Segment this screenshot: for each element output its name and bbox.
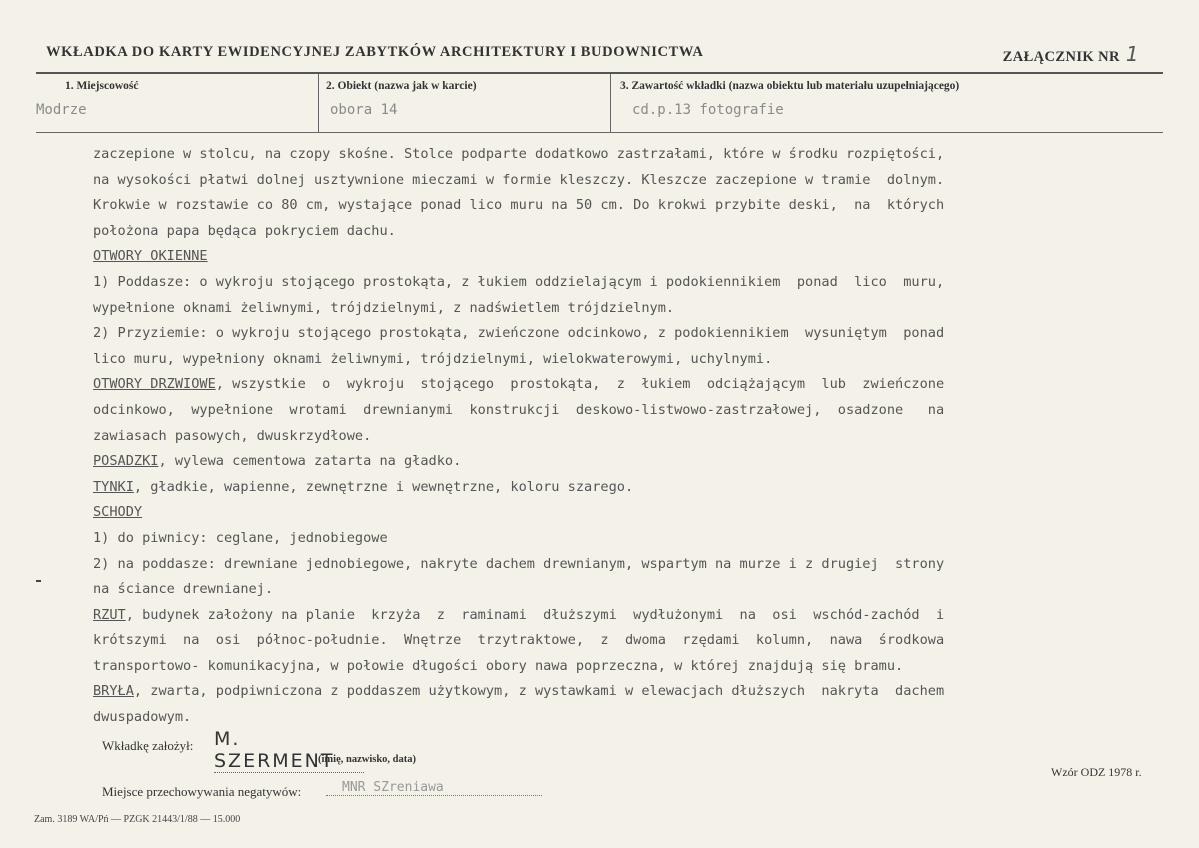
text-line [93, 679, 1123, 705]
text-line [93, 270, 1123, 296]
line-text: dwuspadowym. [93, 709, 192, 726]
line-text: 2) Przyziemie: o wykroju stojącego prostokąta, zwieńczone odcinkowo, z podokiennikiem wysuniętym ponad [93, 325, 945, 342]
text-line [93, 577, 1123, 603]
line-text: Krokwie w rozstawie co 80 cm, wystające ponad lico muru na 50 cm. Do krokwi przybite deski, na których [93, 197, 945, 214]
text-line [93, 654, 1123, 680]
signature-label: Wkładkę założył: [102, 738, 194, 753]
line-text: krótszymi na osi północ-południe. Wnętrze trzytraktowe, z dwoma rzędami kolumn, nawa środkowa [93, 632, 945, 649]
text-line [93, 372, 1123, 398]
text-line [93, 219, 1123, 245]
section-heading: OTWORY OKIENNE [93, 248, 208, 265]
line-text: 1) do piwnicy: ceglane, jednobiegowe [93, 529, 388, 546]
line-text: odcinkowo, wypełnione wrotami drewnianymi konstrukcji deskowo-listwowo-zastrzałowej, osadzone na [93, 401, 945, 418]
section-heading: POSADZKI [93, 453, 159, 470]
line-text: zawiasach pasowych, dwuskrzydłowe. [93, 427, 372, 444]
line-text: na wysokości płatwi dolnej usztywnione mieczami w formie kleszczy. Kleszcze zaczepione w tramie dolnym. [93, 171, 945, 188]
text-line [93, 552, 1123, 578]
text-line [93, 321, 1123, 347]
text-line [93, 347, 1123, 373]
signature-sublabel: (imię, nazwisko, data) [318, 754, 416, 765]
text-line [93, 424, 1123, 450]
annex-number-value: 1 [1125, 42, 1139, 66]
text-line [93, 628, 1123, 654]
form-pattern: Wzór ODZ 1978 r. [1051, 765, 1142, 779]
object-value: obora 14 [330, 102, 398, 118]
column-divider-2 [610, 74, 611, 132]
line-text: , gładkie, wapienne, zewnętrzne i wewnętrzne, koloru szarego. [133, 478, 634, 495]
negatives-label: Miejsce przechowywania negatywów: [102, 784, 302, 799]
line-text: lico muru, wypełniony oknami żeliwnymi, trójdzielnymi, wielokwaterowymi, uchylnymi. [93, 350, 773, 367]
line-text: , zwarta, podpiwniczona z poddaszem użytkowym, z wystawkami w elewacjach dłuższych nakryta dachem [133, 683, 945, 700]
print-footer: Zam. 3189 WA/Pń — PZGK 21443/1/88 — 15.000 [34, 814, 241, 825]
line-text: , budynek założony na planie krzyża z raminami dłuższymi wydłużonymi na osi wschód-zachód i [125, 606, 945, 623]
annex-number [1003, 42, 1139, 66]
section-heading: BRYŁA [93, 683, 134, 700]
text-line [93, 500, 1123, 526]
text-line [93, 193, 1123, 219]
section-heading: RZUT [93, 606, 126, 623]
object-label: 2. Obiekt (nazwa jak w karcie) [326, 80, 477, 92]
description-text [93, 142, 1123, 731]
text-line [93, 142, 1123, 168]
content-value: cd.p.13 fotografie [632, 102, 784, 118]
text-line [93, 296, 1123, 322]
line-text: , wszystkie o wykroju stojącego prostokąta, z łukiem odciążającym lub zwieńczone [215, 376, 945, 393]
line-text: zaczepione w stolcu, na czopy skośne. Stolce podparte dodatkowo zastrzałami, które w środku rozpiętości, [93, 146, 945, 162]
text-line [93, 526, 1123, 552]
section-heading: OTWORY DRZWIOWE [93, 376, 216, 393]
margin-mark [36, 580, 41, 582]
annex-label: ZAŁĄCZNIK NR [1002, 49, 1120, 65]
line-text: transportowo- komunikacyjna, w połowie długości obory nawa poprzeczna, w której znajdują się bramu. [93, 657, 904, 674]
line-text: , wylewa cementowa zatarta na gładko. [158, 453, 462, 470]
line-text: 1) Poddasze: o wykroju stojącego prostokąta, z łukiem oddzielającym i podokiennikiem ponad lico muru, [93, 273, 945, 290]
text-line [93, 168, 1123, 194]
text-line [93, 603, 1123, 629]
content-label: 3. Zawartość wkładki (nazwa obiektu lub materiału uzupełniającego) [620, 80, 960, 92]
header-bottom-rule [36, 132, 1163, 133]
text-line [93, 244, 1123, 270]
section-heading: TYNKI [93, 478, 134, 495]
column-divider-1 [318, 74, 319, 132]
text-line [93, 449, 1123, 475]
line-text: położona papa będąca pokryciem dachu. [93, 222, 396, 239]
line-text: na ściance drewnianej. [93, 581, 274, 598]
line-text: wypełnione oknami żeliwnymi, trójdzielnymi, z nadświetlem trójdzielnym. [93, 299, 675, 316]
text-line [93, 398, 1123, 424]
signature-handwritten: M. SZERMENT [214, 728, 364, 773]
document-title: WKŁADKA DO KARTY EWIDENCYJNEJ ZABYTKÓW ARCHITEKTURY I BUDOWNICTWA [46, 44, 704, 60]
locality-value: Modrze [36, 102, 87, 118]
locality-label: 1. Miejscowość [65, 80, 139, 92]
text-line [93, 475, 1123, 501]
negatives-location: MNR SZreniawa [326, 780, 542, 796]
text-line [93, 705, 1123, 731]
line-text: 2) na poddasze: drewniane jednobiegowe, nakryte dachem drewnianym, wspartym na murze i z drugiej strony [93, 555, 945, 572]
section-heading: SCHODY [93, 504, 143, 521]
top-rule [36, 72, 1163, 74]
